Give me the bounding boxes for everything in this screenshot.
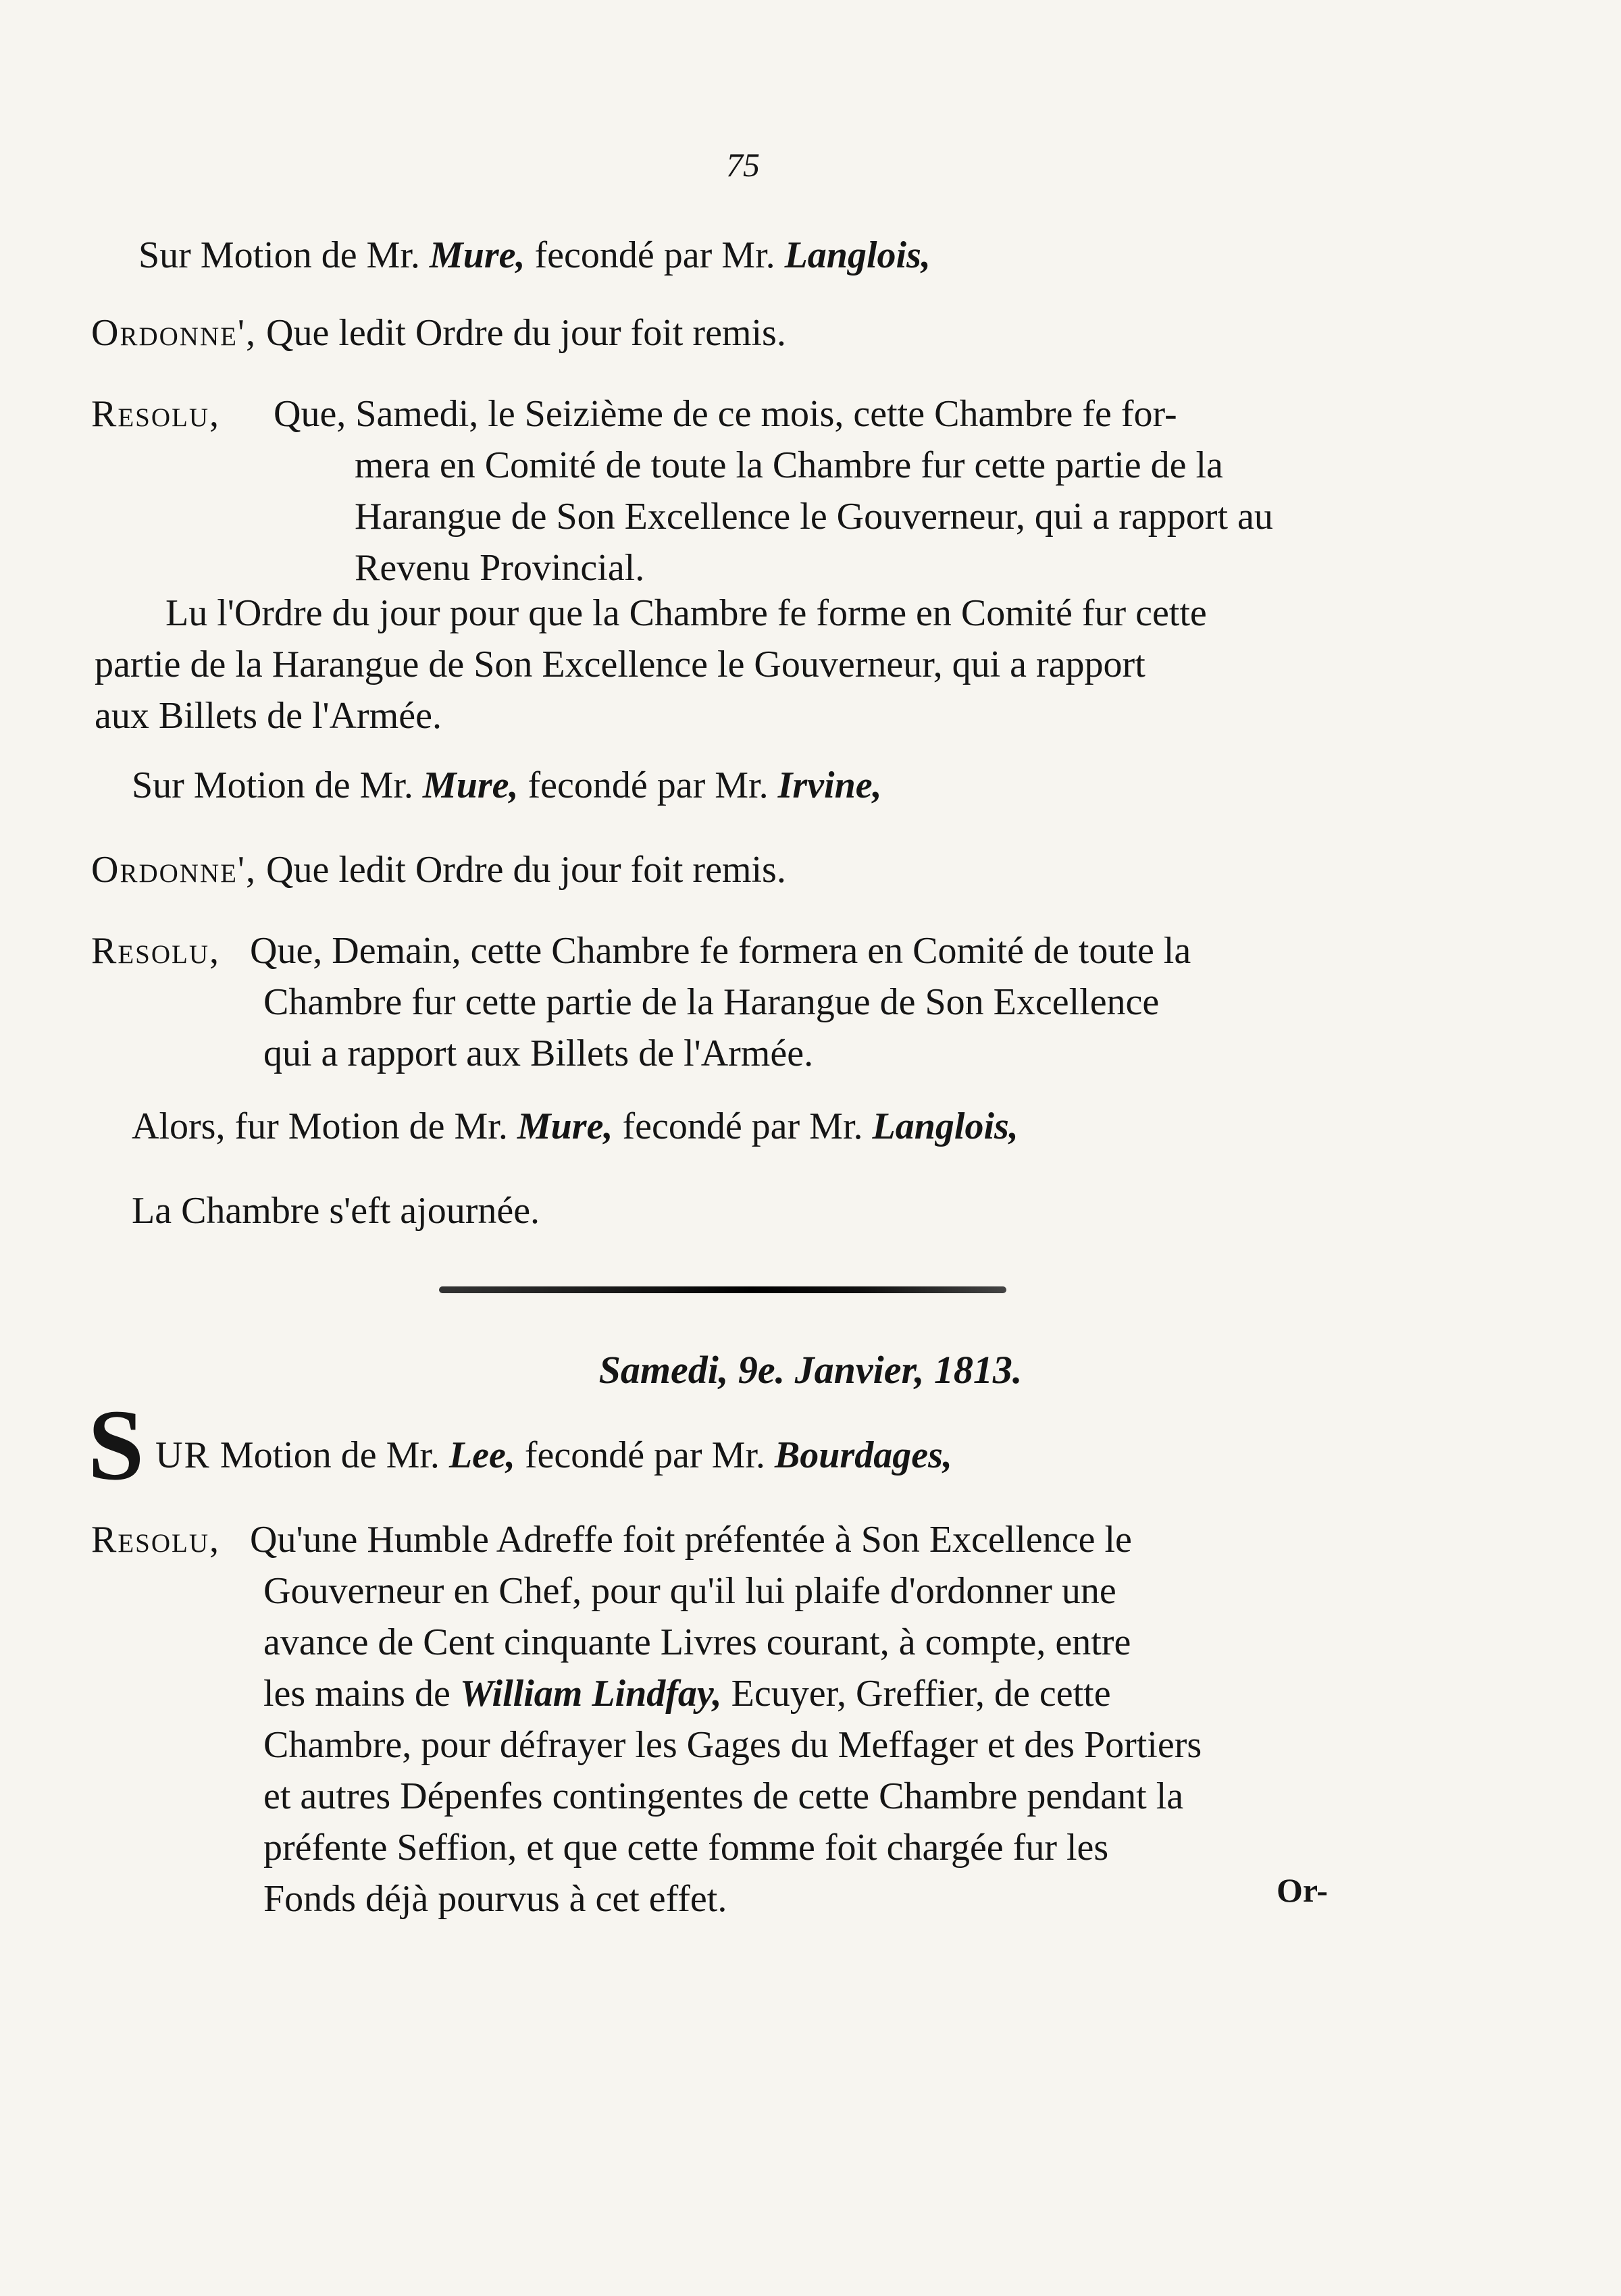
ordonne-label: Ordonne',	[91, 312, 257, 354]
seconder-name: Langlois,	[784, 234, 931, 276]
ordonne-label: Ordonne',	[91, 849, 257, 891]
motion-line-3: Alors, fur Motion de Mr. Mure, fecondé par Mr. Langlois,	[132, 1105, 1019, 1147]
resolu-block-1: Resolu, Que, Samedi, le Seizième de ce mois, cette Chambre fe for- mera en Comité de toute la Chambre fur cette partie de la Harangue de Son Excellence le Gouverneur, qui a rapport au Revenu Provincial.	[91, 388, 1503, 598]
ordonne-line-1: Ordonne', Que ledit Ordre du jour foit remis.	[91, 312, 786, 354]
mover-name: Mure,	[422, 764, 519, 806]
motion-line-2: Sur Motion de Mr. Mure, fecondé par Mr. Irvine,	[132, 764, 882, 806]
drop-cap: S	[88, 1389, 145, 1501]
seconder-name: Langlois,	[872, 1105, 1019, 1147]
motion-line-1: Sur Motion de Mr. Mure, fecondé par Mr. Langlois,	[138, 234, 931, 276]
resolu-label: Resolu,	[91, 1519, 221, 1561]
mover-name: Mure,	[429, 234, 525, 276]
seconder-name: Bourdages,	[774, 1434, 952, 1476]
mover-name: Mure,	[517, 1105, 613, 1147]
motion-line-4: UR Motion de Mr. Lee, fecondé par Mr. Bourdages,	[155, 1434, 952, 1476]
section-divider	[439, 1286, 1006, 1293]
seconder-name: Irvine,	[777, 764, 882, 806]
ordre-du-jour-paragraph: Lu l'Ordre du jour pour que la Chambre fe forme en Comité fur cette partie de la Harangue de Son Excellence le Gouverneur, qui a rapport aux Billets de l'Armée.	[95, 592, 1207, 737]
resolu-label: Resolu,	[91, 393, 221, 435]
adjournment-line: La Chambre s'eft ajournée.	[132, 1190, 540, 1232]
resolu-block-2: Resolu, Que, Demain, cette Chambre fe formera en Comité de toute la Chambre fur cette partie de la Harangue de Son Excellence qui a rapport aux Billets de l'Armée.	[91, 925, 1503, 1087]
session-date: Samedi, 9e. Janvier, 1813.	[598, 1348, 1023, 1392]
clerk-name: William Lindfay,	[459, 1673, 722, 1715]
resolu-label: Resolu,	[91, 930, 221, 972]
page-number: 75	[726, 146, 760, 184]
resolu-block-3: Resolu, Qu'une Humble Adreffe foit préfentée à Son Excellence le Gouverneur en Chef, pour qu'il lui plaife d'ordonner une avance de Cent cinquante Livres courant, à compte, entre les mains de William Lindfay, Ecuyer, Greffier, de cette Chambre, pour défrayer les Gages du Meffager et des Portiers et autres Dépenfes contingentes de cette Chambre pendant la préfente Seffion, et que cette fomme foit chargée fur les Fonds déjà pourvus à cet effet.	[91, 1514, 1503, 1933]
ordonne-line-2: Ordonne', Que ledit Ordre du jour foit remis.	[91, 849, 786, 891]
mover-name: Lee,	[448, 1434, 515, 1476]
catchword: Or-	[1277, 1871, 1328, 1909]
